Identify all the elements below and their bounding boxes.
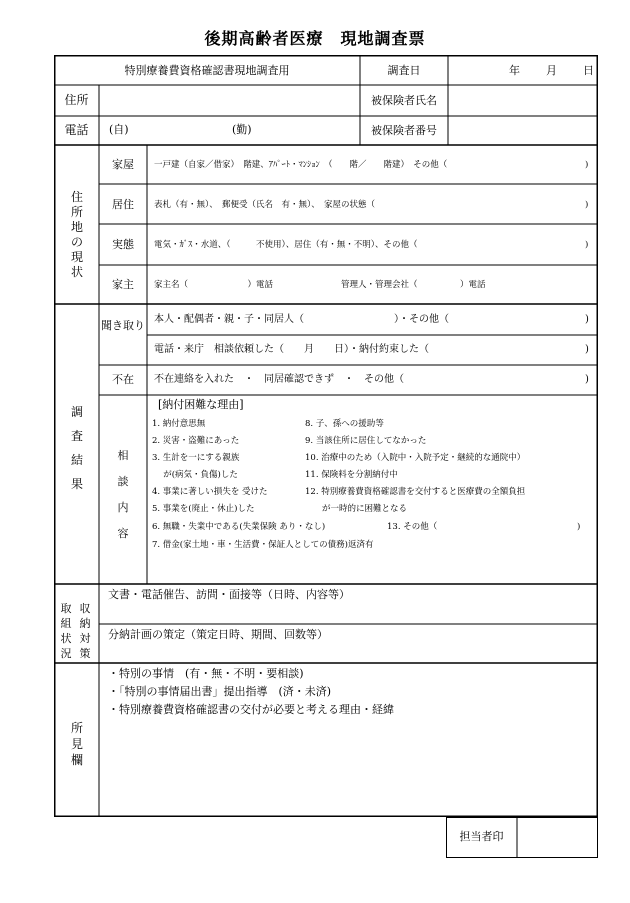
survey-form bbox=[54, 55, 598, 817]
reason-left-3b: が(病気・負傷)した bbox=[152, 470, 238, 480]
residence-close-living: ) bbox=[585, 200, 589, 210]
findings-item-1: ・特別の事情 (有・無・不明・要相談) bbox=[108, 667, 304, 680]
interview-close-2: ) bbox=[585, 344, 589, 355]
reason-right-12b: が一時的に困難となる bbox=[305, 504, 408, 514]
reason-left-4: 4. 事業に著しい損失を 受けた bbox=[152, 487, 268, 497]
findings-label: 所見欄 bbox=[70, 721, 83, 767]
reason-left-6: 6. 無職・失業中である(失業保険 あり・なし) bbox=[152, 522, 326, 532]
absent-text: 不在連絡を入れた ・ 同居確認できず ・ その他（ bbox=[154, 374, 404, 385]
residence-label-living: 居住 bbox=[112, 198, 134, 211]
insured-number-label: 被保険者番号 bbox=[371, 124, 437, 137]
reason-left-2: 2. 災害・盗難にあった bbox=[152, 436, 240, 446]
residence-text-living: 表札（有・無）、 郵便受（氏名 有・無）、 家屋の状態（ bbox=[154, 200, 376, 210]
residence-text-house: 一戸建（自家／借家） 階建、ｱﾊﾟｰﾄ・ﾏﾝｼｮﾝ （ 階／ 階建） その他（ bbox=[154, 160, 448, 170]
address-label: 住所 bbox=[64, 93, 89, 107]
phone-label: 電話 bbox=[64, 123, 89, 137]
residence-close-state: ) bbox=[585, 240, 589, 250]
interview-text-1: 本人・配偶者・親・子・同居人（ ）・その他（ bbox=[154, 314, 449, 325]
date-day: 日 bbox=[583, 64, 594, 77]
findings-item-3: ・特別療養費資格確認書の交付が必要と考える理由・経緯 bbox=[108, 703, 394, 716]
absent-label: 不在 bbox=[112, 373, 134, 386]
collection-label-1: 取組状況 bbox=[60, 602, 72, 660]
phone-work: (勤) bbox=[232, 123, 252, 136]
reason-left-7: 7. 借金(家土地・車・生活費・保証人としての債務)返済有 bbox=[152, 540, 374, 550]
residence-label-house: 家屋 bbox=[112, 158, 134, 171]
reason-left-5: 5. 事業を(廃止・休止)した bbox=[152, 504, 255, 514]
reason-right-13: 13. その他（ bbox=[387, 522, 438, 532]
survey-date-label: 調査日 bbox=[387, 64, 421, 77]
date-year: 年 bbox=[509, 64, 520, 77]
reason-left-1: 1. 納付意思無 bbox=[152, 419, 206, 429]
reason-right-8: 8. 子、孫への援助等 bbox=[305, 419, 384, 429]
collection-label-2: 収納対策 bbox=[79, 602, 91, 660]
page-title: 後期高齢者医療 現地調査票 bbox=[204, 29, 426, 48]
reason-right-12: 12. 特別療養費資格確認書を交付すると医療費の全額負担 bbox=[305, 487, 526, 497]
stamp-box bbox=[446, 817, 598, 858]
reason-right-11: 11. 保険料を分割納付中 bbox=[305, 470, 398, 480]
interview-text-2: 電話・来庁 相談依頼した（ 月 日）・納付約束した（ bbox=[154, 344, 429, 355]
residence-text-state: 電気・ｶﾞｽ・水道、（ 不使用）、居住（有・無・不明）、その他（ bbox=[154, 240, 418, 250]
reasons-close: ) bbox=[577, 522, 581, 532]
interview-label: 聞き取り bbox=[101, 319, 145, 332]
phone-home: (自) bbox=[109, 123, 129, 136]
residence-section-label: 住所地の現状 bbox=[70, 190, 83, 279]
residence-label-landlord: 家主 bbox=[112, 278, 134, 291]
form-name: 特別療養費資格確認書現地調査用 bbox=[124, 64, 290, 77]
collection-row-1: 文書・電話催告、訪問・面接等（日時、内容等） bbox=[108, 588, 350, 601]
absent-close: ) bbox=[585, 374, 589, 385]
reasons-title: [納付困難な理由] bbox=[158, 398, 244, 411]
date-month: 月 bbox=[546, 64, 557, 77]
survey-section-label: 調査結果 bbox=[70, 405, 83, 491]
reason-right-10: 10. 治療中のため（入院中・入院予定・継続的な通院中） bbox=[305, 453, 526, 463]
interview-close-1: ) bbox=[585, 314, 589, 325]
insured-name-label: 被保険者氏名 bbox=[371, 94, 437, 107]
residence-close-house: ) bbox=[585, 160, 589, 170]
stamp-label: 担当者印 bbox=[459, 830, 504, 843]
residence-label-state: 実態 bbox=[112, 238, 134, 251]
collection-row-2: 分納計画の策定（策定日時、期間、回数等） bbox=[108, 628, 328, 641]
residence-text-landlord: 家主名（ ）電話 管理人・管理会社（ ）電話 bbox=[154, 280, 486, 290]
consult-label: 相談内容 bbox=[117, 449, 129, 540]
reason-left-3: 3. 生計を一にする親族 bbox=[152, 453, 240, 463]
reason-right-9: 9. 当該住所に居住してなかった bbox=[305, 436, 427, 446]
findings-item-2: ・「特別の事情届出書」提出指導 (済・未済) bbox=[108, 685, 332, 698]
